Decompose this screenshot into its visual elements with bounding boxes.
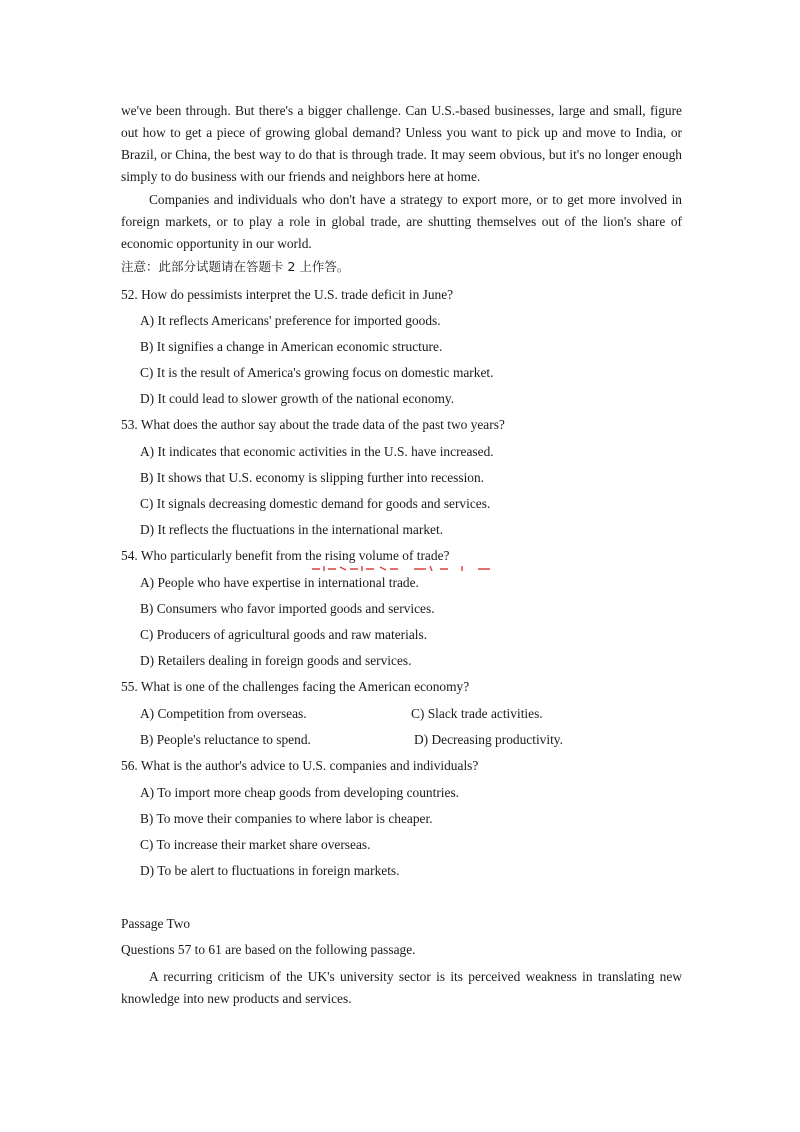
question-52-stem: 52. How do pessimists interpret the U.S. trade deficit in June? [121,287,454,302]
question-53-option-d: D) It reflects the fluctuations in the international market. [140,522,444,537]
question-55-option-d: D) Decreasing productivity. [414,732,563,747]
question-56-option-c: C) To increase their market share overseas. [140,837,371,852]
passage-two-heading: Passage Two [121,916,191,931]
question-56-option-d: D) To be alert to fluctuations in foreign markets. [140,863,400,878]
question-56-option-a: A) To import more cheap goods from developing countries. [140,785,460,800]
paragraph-text: we've been through. But there's a bigger challenge. Can U.S.-based businesses, large and small, figure out how to get a piece of growing global demand? Unless you want to pick up and move to India, or Brazil, or China, the best way to do that is through trade. It may seem obvious, but it's no longer enough simply to do business with our friends and neighbors here at home. [121,103,682,184]
question-56-stem: 56. What is the author's advice to U.S. companies and individuals? [121,758,479,773]
question-53-stem: 53. What does the author say about the trade data of the past two years? [121,417,505,432]
question-55-option-a: A) Competition from overseas. [140,706,307,721]
question-52-option-d: D) It could lead to slower growth of the national economy. [140,391,455,406]
question-54-option-c: C) Producers of agricultural goods and raw materials. [140,627,428,642]
question-54-option-b: B) Consumers who favor imported goods and services. [140,601,435,616]
question-52-option-b: B) It signifies a change in American economic structure. [140,339,443,354]
paragraph-text: A recurring criticism of the UK's university sector is its perceived weakness in translating new knowledge into new products and services. [121,969,682,1006]
question-53-option-c: C) It signals decreasing domestic demand for goods and services. [140,496,491,511]
stray-red-mark [310,564,510,572]
question-55-stem: 55. What is one of the challenges facing the American economy? [121,679,470,694]
question-53-option-b: B) It shows that U.S. economy is slipping further into recession. [140,470,485,485]
answer-sheet-note: 注意：此部分试题请在答题卡 2 上作答。 [121,259,350,274]
passage-one-paragraph-2 [121,189,682,255]
question-53-option-a: A) It indicates that economic activities in the U.S. have increased. [140,444,494,459]
paragraph-text: Companies and individuals who don't have a strategy to export more, or to get more involved in foreign markets, or to play a role in global trade, are shutting themselves out of the lion's share of economic opportunity in our world. [121,192,682,251]
question-52-option-a: A) It reflects Americans' preference for imported goods. [140,313,441,328]
question-54-option-a: A) People who have expertise in international trade. [140,575,419,590]
passage-two-intro: Questions 57 to 61 are based on the following passage. [121,942,416,957]
question-55-option-b: B) People's reluctance to spend. [140,732,311,747]
question-54-option-d: D) Retailers dealing in foreign goods and services. [140,653,412,668]
passage-one-paragraph-1 [121,100,682,188]
passage-two-paragraph-1 [121,966,682,1010]
question-56-option-b: B) To move their companies to where labor is cheaper. [140,811,433,826]
question-55-option-c: C) Slack trade activities. [411,706,543,721]
question-52-option-c: C) It is the result of America's growing focus on domestic market. [140,365,494,380]
question-54-stem: 54. Who particularly benefit from the rising volume of trade? [121,548,450,563]
